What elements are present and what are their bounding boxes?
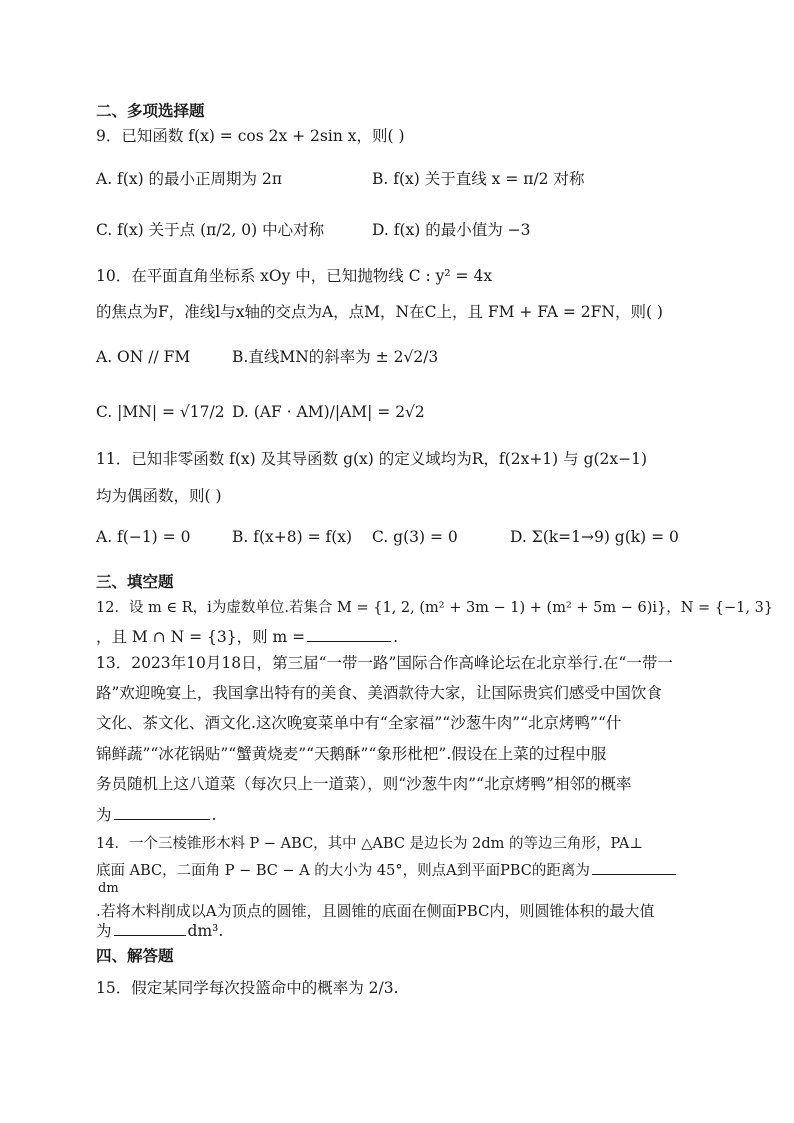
q11-option-d: D. Σ(k=1→9) g(k) = 0 bbox=[510, 528, 679, 546]
q14-line5-unit: dm³. bbox=[187, 922, 224, 940]
q14-line5-text: 为 bbox=[96, 922, 112, 940]
q10-option-b: B.直线MN的斜率为 ± 2√2/3 bbox=[232, 348, 439, 366]
q12-line2-text: ，且 M ∩ N = {3}，则 m = bbox=[96, 628, 306, 646]
q9-option-d: D. f(x) 的最小值为 −3 bbox=[372, 221, 531, 239]
q14-line2-text: 底面 ABC，二面角 P − BC − A 的大小为 45°，则点A到平面PBC的距离为 bbox=[96, 863, 590, 879]
q12-line1: 12．设 m ∈ R，i为虚数单位.若集合 M = {1, 2, (m² + 3m − 1) + (m² + 5m − 6)i}，N = {−1, 3} bbox=[96, 600, 774, 616]
section-heading-answer: 四、解答题 bbox=[96, 947, 174, 965]
q13-line4: 锦鲜蔬”“冰花锅贴”“蟹黄烧麦”“天鹅酥”“象形枇杷”.假设在上菜的过程中服 bbox=[96, 745, 607, 763]
q14-line5 bbox=[96, 921, 223, 941]
q14-line4: .若将木料削成以A为顶点的圆锥，且圆锥的底面在侧面PBC内，则圆锥体积的最大值 bbox=[96, 902, 655, 920]
q12-line2-end: . bbox=[393, 628, 399, 646]
q14-line1: 14．一个三棱锥形木料 P − ABC，其中 △ABC 是边长为 2dm 的等边三角形，PA⊥ bbox=[96, 836, 644, 852]
q9-option-a: A. f(x) 的最小正周期为 2π bbox=[96, 170, 283, 188]
q9-stem: 9．已知函数 f(x) = cos 2x + 2sin x，则( ) bbox=[96, 127, 405, 145]
q11-stem-line2: 均为偶函数，则( ) bbox=[96, 487, 222, 505]
q13-answer-blank[interactable] bbox=[114, 805, 210, 820]
q13-line6-end: . bbox=[211, 806, 217, 824]
q12-line2 bbox=[96, 627, 398, 647]
q10-stem-line2: 的焦点为F，准线l与x轴的交点为A，点M，N在C上，且 FM + FA = 2FN，则( ) bbox=[96, 303, 663, 321]
q10-option-a: A. ON // FM bbox=[96, 348, 191, 366]
q12-answer-blank[interactable] bbox=[307, 627, 391, 642]
q11-option-a: A. f(−1) = 0 bbox=[96, 528, 191, 546]
section-heading-multi-choice: 二、多项选择题 bbox=[96, 102, 205, 120]
q14-answer-blank-1[interactable] bbox=[592, 860, 676, 875]
q13-line2: 路”欢迎晚宴上，我国拿出特有的美食、美酒款待大家，让国际贵宾们感受中国饮食 bbox=[96, 684, 662, 702]
q11-option-b: B. f(x+8) = f(x) bbox=[232, 528, 353, 546]
q9-option-c: C. f(x) 关于点 (π/2, 0) 中心对称 bbox=[96, 221, 325, 239]
q11-option-c: C. g(3) = 0 bbox=[372, 528, 458, 546]
q13-line6 bbox=[96, 805, 216, 825]
q10-stem-line1: 10．在平面直角坐标系 xOy 中，已知抛物线 C : y² = 4x bbox=[96, 267, 493, 285]
q15-line1: 15．假定某同学每次投篮命中的概率为 2/3. bbox=[96, 979, 399, 997]
q14-answer-blank-2[interactable] bbox=[114, 921, 186, 936]
q14-line2 bbox=[96, 860, 678, 881]
q13-line1: 13．2023年10月18日，第三届“一带一路”国际合作高峰论坛在北京举行.在“一带一 bbox=[96, 654, 673, 672]
q9-option-b: B. f(x) 关于直线 x = π/2 对称 bbox=[372, 170, 585, 188]
q10-option-d: D. (AF · AM)/|AM| = 2√2 bbox=[232, 403, 425, 421]
q14-unit-dm: dm bbox=[98, 881, 119, 896]
q13-line3: 文化、茶文化、酒文化.这次晚宴菜单中有“全家福”“沙葱牛肉”“北京烤鸭”“什 bbox=[96, 714, 622, 732]
q11-stem-line1: 11．已知非零函数 f(x) 及其导函数 g(x) 的定义域均为R，f(2x+1) 与 g(2x−1) bbox=[96, 450, 648, 468]
q13-line5: 务员随机上这八道菜（每次只上一道菜），则“沙葱牛肉”“北京烤鸭”相邻的概率 bbox=[96, 775, 632, 793]
section-heading-fill-blank: 三、填空题 bbox=[96, 573, 174, 591]
q13-line6-text: 为 bbox=[96, 806, 112, 824]
q10-option-c: C. |MN| = √17/2 bbox=[96, 403, 225, 421]
